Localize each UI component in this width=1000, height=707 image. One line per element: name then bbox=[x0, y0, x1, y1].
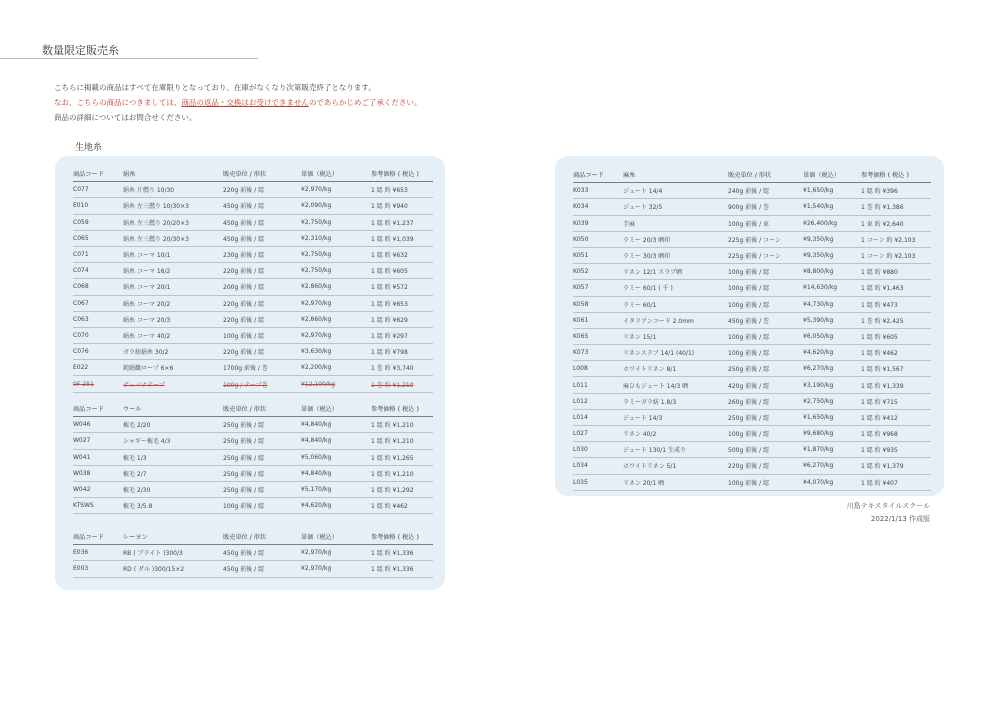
table-row bbox=[573, 312, 931, 328]
col-price: ¥2,970/kg bbox=[301, 182, 371, 198]
col-ref-price: 1 綛 約 ¥1,339 bbox=[861, 377, 931, 393]
col-price: ¥5,390/kg bbox=[803, 312, 861, 328]
col-ref-price: 1 綛 約 ¥1,567 bbox=[861, 361, 931, 377]
col-name: ホワイトリネン 8/1 bbox=[623, 361, 728, 377]
col-code: L035 bbox=[573, 474, 623, 490]
col-price: ¥4,620/kg bbox=[301, 498, 371, 514]
header-col-ref-price: 参考価格 ( 税込 ) bbox=[371, 166, 433, 182]
table-row bbox=[573, 247, 931, 263]
header-col-code: 商品コード bbox=[73, 529, 123, 545]
col-unit: 200g 前後 / 綛 bbox=[223, 279, 301, 295]
table-row bbox=[73, 498, 433, 514]
table-row bbox=[73, 327, 433, 343]
col-unit: 220g 前後 / 綛 bbox=[223, 295, 301, 311]
col-name: ホワイトリネン 5/1 bbox=[623, 458, 728, 474]
page-title: 数量限定販売糸 bbox=[42, 44, 119, 57]
col-code: E022 bbox=[73, 360, 123, 376]
col-code: C070 bbox=[73, 327, 123, 343]
col-code: E010 bbox=[73, 198, 123, 214]
table-row bbox=[573, 474, 931, 490]
table-row bbox=[73, 263, 433, 279]
col-unit: 450g 前後 / 綛 bbox=[223, 214, 301, 230]
table-row bbox=[73, 246, 433, 262]
col-unit: 250g 前後 / 綛 bbox=[223, 433, 301, 449]
table-row bbox=[573, 264, 931, 280]
col-price: ¥1,870/kg bbox=[803, 442, 861, 458]
table-row bbox=[73, 433, 433, 449]
col-name: 絹糸 コーマ 16/2 bbox=[123, 263, 223, 279]
col-ref-price: 1 綛 約 ¥1,292 bbox=[371, 481, 433, 497]
intro-text bbox=[54, 80, 421, 125]
col-name: 絹糸 左三撚り 20/30×3 bbox=[123, 230, 223, 246]
rayon-yarn-table bbox=[73, 529, 433, 578]
col-name: 梳毛 2/7 bbox=[123, 465, 223, 481]
col-code: L014 bbox=[573, 409, 623, 425]
col-price: ¥2,860/kg bbox=[301, 311, 371, 327]
col-ref-price: 1 綛 約 ¥473 bbox=[861, 296, 931, 312]
wool-yarn-table bbox=[73, 401, 433, 514]
table-header-row bbox=[573, 167, 931, 183]
col-code: K058 bbox=[573, 296, 623, 312]
col-price: ¥9,680/kg bbox=[803, 426, 861, 442]
col-ref-price: 1 綛 約 ¥940 bbox=[371, 198, 433, 214]
col-code: K052 bbox=[573, 264, 623, 280]
col-code: C076 bbox=[73, 344, 123, 360]
document-date: 2022/1/13 作成版 bbox=[870, 515, 930, 523]
col-ref-price: 1 巻 約 ¥2,425 bbox=[861, 312, 931, 328]
col-price: ¥2,750/kg bbox=[301, 214, 371, 230]
table-row bbox=[573, 328, 931, 344]
table-row bbox=[573, 199, 931, 215]
col-code: L034 bbox=[573, 458, 623, 474]
table-header-row bbox=[73, 166, 433, 182]
col-code: C059 bbox=[73, 214, 123, 230]
table-row bbox=[73, 360, 433, 376]
col-price: ¥2,970/kg bbox=[301, 545, 371, 561]
col-ref-price: 1 綛 約 ¥653 bbox=[371, 295, 433, 311]
header-col-unit: 販売単位 / 形状 bbox=[728, 167, 803, 183]
col-ref-price: 1 綛 約 ¥1,336 bbox=[371, 561, 433, 577]
col-price: ¥2,750/kg bbox=[803, 393, 861, 409]
col-unit: 500g 前後 / 綛 bbox=[728, 442, 803, 458]
col-ref-price: 1 綛 約 ¥297 bbox=[371, 327, 433, 343]
col-price: ¥6,270/kg bbox=[803, 361, 861, 377]
col-price: ¥4,070/kg bbox=[803, 474, 861, 490]
col-name: リネンスラブ 14/1 (40/1) bbox=[623, 345, 728, 361]
col-unit: 230g 前後 / 綛 bbox=[223, 246, 301, 262]
col-price: ¥2,970/kg bbox=[301, 327, 371, 343]
col-ref-price: 1 綛 約 ¥1,463 bbox=[861, 280, 931, 296]
col-unit: 100g 前後 / 綛 bbox=[728, 328, 803, 344]
header-col-code: 商品コード bbox=[73, 166, 123, 182]
header-col-name: 絹糸 bbox=[123, 166, 223, 182]
col-price: ¥2,970/kg bbox=[301, 295, 371, 311]
col-unit: 250g 前後 / 綛 bbox=[728, 361, 803, 377]
col-name: 純絹織ロープ 6×6 bbox=[123, 360, 223, 376]
col-price: ¥5,170/kg bbox=[301, 481, 371, 497]
col-ref-price: 1 綛 約 ¥1,237 bbox=[371, 214, 433, 230]
col-ref-price: 1 綛 約 ¥462 bbox=[371, 498, 433, 514]
col-unit: 220g 前後 / 綛 bbox=[223, 182, 301, 198]
col-code: K033 bbox=[573, 183, 623, 199]
col-price: ¥1,540/kg bbox=[803, 199, 861, 215]
col-code: W027 bbox=[73, 433, 123, 449]
col-name: 絹糸 片撚り 10/30 bbox=[123, 182, 223, 198]
intro-line-3: 商品の詳細についてはお問合せください。 bbox=[54, 113, 197, 122]
col-ref-price: 1 綛 約 ¥1,336 bbox=[371, 545, 433, 561]
col-unit: 225g 前後 / コーン bbox=[728, 247, 803, 263]
table-row bbox=[573, 426, 931, 442]
col-unit: 900g 前後 / 巻 bbox=[728, 199, 803, 215]
table-row bbox=[73, 230, 433, 246]
col-name: 梳毛 2/30 bbox=[123, 481, 223, 497]
col-unit: 260g 前後 / 綛 bbox=[728, 393, 803, 409]
col-price: ¥2,090/kg bbox=[301, 198, 371, 214]
col-price: ¥14,630/kg bbox=[803, 280, 861, 296]
col-unit: 100g 前後 / 綛 bbox=[728, 296, 803, 312]
col-price: ¥4,730/kg bbox=[803, 296, 861, 312]
col-ref-price: 1 綛 約 ¥715 bbox=[861, 393, 931, 409]
table-row bbox=[573, 442, 931, 458]
title-divider bbox=[0, 58, 258, 59]
table-row bbox=[73, 344, 433, 360]
header-col-name: レーヨン bbox=[123, 529, 223, 545]
col-code: L012 bbox=[573, 393, 623, 409]
table-header-row bbox=[73, 401, 433, 417]
col-code: C063 bbox=[73, 311, 123, 327]
header-col-name: ウール bbox=[123, 401, 223, 417]
table-row bbox=[573, 377, 931, 393]
col-price: ¥9,350/kg bbox=[803, 231, 861, 247]
table-row bbox=[573, 458, 931, 474]
col-code: L027 bbox=[573, 426, 623, 442]
col-ref-price: 1 巻 約 ¥3,740 bbox=[371, 360, 433, 376]
col-name: 絹糸 左三撚り 10/30×3 bbox=[123, 198, 223, 214]
no-return-notice: 商品の返品・交換はお受けできません bbox=[181, 98, 309, 107]
col-name: 絹糸 コーマ 20/3 bbox=[123, 311, 223, 327]
col-unit: 250g 前後 / 綛 bbox=[223, 417, 301, 433]
header-col-unit: 販売単位 / 形状 bbox=[223, 529, 301, 545]
col-unit: 100g 前後 / 束 bbox=[728, 215, 803, 231]
col-unit: 250g 前後 / 綛 bbox=[223, 481, 301, 497]
col-ref-price: 1 綛 約 ¥798 bbox=[371, 344, 433, 360]
col-code: L011 bbox=[573, 377, 623, 393]
table-row bbox=[573, 280, 931, 296]
table-row bbox=[73, 465, 433, 481]
col-unit: 100g 前後 / 綛 bbox=[223, 327, 301, 343]
col-code: C077 bbox=[73, 182, 123, 198]
col-name: ラミー 30/3 晒印 bbox=[623, 247, 728, 263]
col-name: ガラ紡絹糸 30/2 bbox=[123, 344, 223, 360]
header-col-code: 商品コード bbox=[73, 401, 123, 417]
col-name: リネン 12/1 スラブ晒 bbox=[623, 264, 728, 280]
header-col-price: 単価（税込） bbox=[803, 167, 861, 183]
col-code: C074 bbox=[73, 263, 123, 279]
table-row bbox=[73, 417, 433, 433]
header-col-price: 単価（税込） bbox=[301, 401, 371, 417]
footer-credits bbox=[847, 500, 930, 526]
col-ref-price: 1 コーン 約 ¥2,103 bbox=[861, 247, 931, 263]
table-header-row bbox=[73, 529, 433, 545]
col-code: W041 bbox=[73, 449, 123, 465]
col-price: ¥9,350/kg bbox=[803, 247, 861, 263]
col-unit: 100g 前後 / 綛 bbox=[728, 345, 803, 361]
col-price: ¥1,650/kg bbox=[803, 409, 861, 425]
col-name: RB ( ブライト )300/3 bbox=[123, 545, 223, 561]
col-name: ジュート 32/5 bbox=[623, 199, 728, 215]
section-title: 生地糸 bbox=[75, 143, 103, 153]
col-price: ¥12,100/kg bbox=[301, 376, 371, 392]
col-name: ラミーガラ紡 1.8/3 bbox=[623, 393, 728, 409]
col-name: リネン 40/2 bbox=[623, 426, 728, 442]
table-row bbox=[73, 295, 433, 311]
col-ref-price: 1 綛 約 ¥1,210 bbox=[371, 465, 433, 481]
col-unit: 240g 前後 / 綛 bbox=[728, 183, 803, 199]
col-name: 梳毛 2/20 bbox=[123, 417, 223, 433]
col-unit: 100g 前後 / 綛 bbox=[728, 426, 803, 442]
col-price: ¥8,800/kg bbox=[803, 264, 861, 280]
col-name: リネン 20/1 晒 bbox=[623, 474, 728, 490]
col-name: シャギー梳毛 4/3 bbox=[123, 433, 223, 449]
table-row bbox=[573, 345, 931, 361]
company-name: 川島テキスタイルスクール bbox=[846, 502, 930, 510]
table-row bbox=[73, 182, 433, 198]
col-code: 0F-251 bbox=[73, 376, 123, 392]
table-row bbox=[573, 215, 931, 231]
col-price: ¥4,840/kg bbox=[301, 417, 371, 433]
col-ref-price: 1 綛 約 ¥632 bbox=[371, 246, 433, 262]
col-ref-price: 1 綛 約 ¥1,379 bbox=[861, 458, 931, 474]
col-price: ¥2,750/kg bbox=[301, 246, 371, 262]
col-code: W046 bbox=[73, 417, 123, 433]
col-ref-price: 1 コーン 約 ¥2,103 bbox=[861, 231, 931, 247]
table-row bbox=[73, 198, 433, 214]
col-price: ¥26,400/kg bbox=[803, 215, 861, 231]
col-unit: 1700g 前後 / 巻 bbox=[223, 360, 301, 376]
col-unit: 220g 前後 / 綛 bbox=[728, 458, 803, 474]
hemp-yarn-table bbox=[573, 167, 931, 491]
table-row bbox=[73, 481, 433, 497]
col-price: ¥2,310/kg bbox=[301, 230, 371, 246]
col-price: ¥4,620/kg bbox=[803, 345, 861, 361]
col-price: ¥2,970/kg bbox=[301, 561, 371, 577]
col-unit: 100g 前後 / 綛 bbox=[223, 498, 301, 514]
intro-line-2 bbox=[54, 95, 421, 110]
col-price: ¥5,060/kg bbox=[301, 449, 371, 465]
col-unit: 250g 前後 / 綛 bbox=[223, 465, 301, 481]
col-name: リネン 15/1 bbox=[623, 328, 728, 344]
col-unit: 100g 前後 / 綛 bbox=[728, 280, 803, 296]
col-price: ¥2,860/kg bbox=[301, 279, 371, 295]
col-ref-price: 1 巻 約 ¥1,386 bbox=[861, 199, 931, 215]
col-name: イタリアンコード 2.0mm bbox=[623, 312, 728, 328]
col-name: 絹糸 左三撚り 20/20×3 bbox=[123, 214, 223, 230]
col-unit: 420g 前後 / 綛 bbox=[728, 377, 803, 393]
col-price: ¥2,200/kg bbox=[301, 360, 371, 376]
header-col-price: 単価（税込） bbox=[301, 529, 371, 545]
col-unit: 100g / テープ巻 bbox=[223, 376, 301, 392]
col-name: ラミー 60/1 ( 千 ) bbox=[623, 280, 728, 296]
col-name: ジュート 14/3 bbox=[623, 409, 728, 425]
table-row bbox=[73, 545, 433, 561]
col-unit: 100g 前後 / 綛 bbox=[728, 474, 803, 490]
col-ref-price: 1 綛 約 ¥605 bbox=[371, 263, 433, 279]
table-row bbox=[573, 183, 931, 199]
col-price: ¥4,840/kg bbox=[301, 433, 371, 449]
col-unit: 220g 前後 / 綛 bbox=[223, 344, 301, 360]
col-ref-price: 1 綛 約 ¥462 bbox=[861, 345, 931, 361]
table-row bbox=[73, 214, 433, 230]
table-row bbox=[573, 361, 931, 377]
col-code: KTSWS bbox=[73, 498, 123, 514]
col-ref-price: 1 綛 約 ¥629 bbox=[371, 311, 433, 327]
col-unit: 225g 前後 / コーン bbox=[728, 231, 803, 247]
col-name: 梳毛 1/3 bbox=[123, 449, 223, 465]
col-ref-price: 1 綛 約 ¥1,265 bbox=[371, 449, 433, 465]
col-name: ラミー 20/3 晒印 bbox=[623, 231, 728, 247]
col-name: 麻ひもジュート 14/3 晒 bbox=[623, 377, 728, 393]
header-col-price: 単価（税込） bbox=[301, 166, 371, 182]
col-name: ジュート 130/1 生成り bbox=[623, 442, 728, 458]
header-col-ref-price: 参考価格 ( 税込 ) bbox=[861, 167, 931, 183]
col-unit: 450g 前後 / 綛 bbox=[223, 230, 301, 246]
header-col-unit: 販売単位 / 形状 bbox=[223, 166, 301, 182]
header-col-unit: 販売単位 / 形状 bbox=[223, 401, 301, 417]
col-name: ジュート 14/4 bbox=[623, 183, 728, 199]
col-name: 絹糸 コーマ 20/2 bbox=[123, 295, 223, 311]
table-row bbox=[73, 376, 433, 392]
intro-line-1: こちらに掲載の商品はすべて在庫限りとなっており、在庫がなくなり次第販売終了となります。 bbox=[54, 83, 376, 92]
col-price: ¥4,840/kg bbox=[301, 465, 371, 481]
col-code: K065 bbox=[573, 328, 623, 344]
col-name: 絹糸 コーマ 10/1 bbox=[123, 246, 223, 262]
header-col-code: 商品コード bbox=[573, 167, 623, 183]
col-unit: 450g 前後 / 綛 bbox=[223, 561, 301, 577]
col-code: K073 bbox=[573, 345, 623, 361]
col-code: K057 bbox=[573, 280, 623, 296]
col-unit: 450g 前後 / 綛 bbox=[223, 198, 301, 214]
col-code: L030 bbox=[573, 442, 623, 458]
col-code: C067 bbox=[73, 295, 123, 311]
table-row bbox=[573, 296, 931, 312]
col-code: K039 bbox=[573, 215, 623, 231]
silk-yarn-table bbox=[73, 166, 433, 393]
col-name: ポッパナテープ bbox=[123, 376, 223, 392]
table-row bbox=[73, 311, 433, 327]
col-code: K051 bbox=[573, 247, 623, 263]
col-code: C071 bbox=[73, 246, 123, 262]
col-name: 絹糸 コーマ 20/1 bbox=[123, 279, 223, 295]
col-unit: 250g 前後 / 綛 bbox=[728, 409, 803, 425]
intro-line-2-post: のであらかじめご了承ください。 bbox=[308, 98, 422, 107]
col-price: ¥3,190/kg bbox=[803, 377, 861, 393]
col-unit: 100g 前後 / 綛 bbox=[728, 264, 803, 280]
col-price: ¥6,270/kg bbox=[803, 458, 861, 474]
col-price: ¥1,650/kg bbox=[803, 183, 861, 199]
intro-line-2-pre: なお、こちらの商品につきましては、 bbox=[54, 98, 182, 107]
table-row bbox=[573, 409, 931, 425]
col-ref-price: 1 巻 約 ¥1,210 bbox=[371, 376, 433, 392]
col-name: 絹糸 コーマ 40/2 bbox=[123, 327, 223, 343]
col-unit: 250g 前後 / 綛 bbox=[223, 449, 301, 465]
col-ref-price: 1 綛 約 ¥1,210 bbox=[371, 417, 433, 433]
col-code: K061 bbox=[573, 312, 623, 328]
col-unit: 450g 前後 / 巻 bbox=[728, 312, 803, 328]
header-col-ref-price: 参考価格 ( 税込 ) bbox=[371, 529, 433, 545]
col-ref-price: 1 綛 約 ¥1,039 bbox=[371, 230, 433, 246]
col-price: ¥6,050/kg bbox=[803, 328, 861, 344]
col-ref-price: 1 綛 約 ¥1,210 bbox=[371, 433, 433, 449]
col-ref-price: 1 綛 約 ¥968 bbox=[861, 426, 931, 442]
col-code: W038 bbox=[73, 465, 123, 481]
col-ref-price: 1 綛 約 ¥605 bbox=[861, 328, 931, 344]
table-row bbox=[73, 561, 433, 577]
col-code: K050 bbox=[573, 231, 623, 247]
col-code: E003 bbox=[73, 561, 123, 577]
table-row bbox=[73, 279, 433, 295]
col-ref-price: 1 束 約 ¥2,640 bbox=[861, 215, 931, 231]
col-price: ¥3,630/kg bbox=[301, 344, 371, 360]
col-ref-price: 1 綛 約 ¥572 bbox=[371, 279, 433, 295]
col-price: ¥2,750/kg bbox=[301, 263, 371, 279]
col-unit: 220g 前後 / 綛 bbox=[223, 263, 301, 279]
col-code: K034 bbox=[573, 199, 623, 215]
col-unit: 220g 前後 / 綛 bbox=[223, 311, 301, 327]
col-unit: 450g 前後 / 綛 bbox=[223, 545, 301, 561]
col-code: L008 bbox=[573, 361, 623, 377]
col-ref-price: 1 綛 約 ¥935 bbox=[861, 442, 931, 458]
col-name: RD ( ダル )300/15×2 bbox=[123, 561, 223, 577]
col-code: E036 bbox=[73, 545, 123, 561]
col-ref-price: 1 綛 約 ¥653 bbox=[371, 182, 433, 198]
col-code: C068 bbox=[73, 279, 123, 295]
col-ref-price: 1 綛 約 ¥880 bbox=[861, 264, 931, 280]
col-code: W042 bbox=[73, 481, 123, 497]
col-ref-price: 1 綛 約 ¥396 bbox=[861, 183, 931, 199]
header-col-ref-price: 参考価格 ( 税込 ) bbox=[371, 401, 433, 417]
col-ref-price: 1 綛 約 ¥407 bbox=[861, 474, 931, 490]
table-row bbox=[573, 393, 931, 409]
col-name: 芋麻 bbox=[623, 215, 728, 231]
header-col-name: 麻糸 bbox=[623, 167, 728, 183]
table-row bbox=[573, 231, 931, 247]
table-row bbox=[73, 449, 433, 465]
col-code: C065 bbox=[73, 230, 123, 246]
col-name: 梳毛 3/5.8 bbox=[123, 498, 223, 514]
col-ref-price: 1 綛 約 ¥412 bbox=[861, 409, 931, 425]
col-name: ラミー 60/1 bbox=[623, 296, 728, 312]
